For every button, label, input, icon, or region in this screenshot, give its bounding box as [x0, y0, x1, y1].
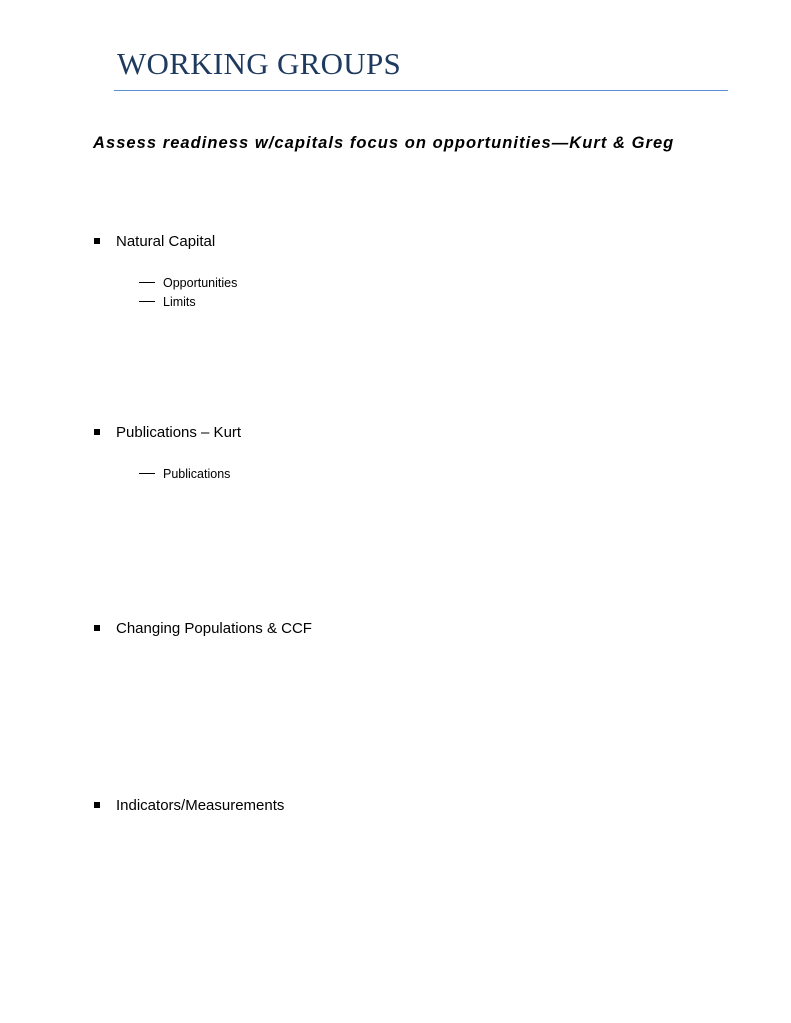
section-natural-capital — [93, 231, 693, 311]
sub-list — [139, 273, 693, 311]
dash-bullet-icon — [139, 301, 155, 302]
section-publications — [93, 422, 693, 483]
bullet-label: Changing Populations & CCF — [116, 619, 312, 637]
square-bullet-icon — [94, 238, 100, 244]
page-title: WORKING GROUPS — [117, 46, 402, 81]
square-bullet-icon — [94, 802, 100, 808]
section-changing-populations — [93, 618, 693, 638]
square-bullet-icon — [94, 625, 100, 631]
dash-bullet-icon — [139, 282, 155, 283]
bullet-item — [93, 795, 693, 815]
bullet-item — [93, 618, 693, 638]
title-underline — [114, 90, 728, 91]
sub-item-label: Publications — [163, 466, 231, 481]
bullet-label: Indicators/Measurements — [116, 796, 285, 814]
sub-item — [139, 292, 693, 311]
sub-item — [139, 273, 693, 292]
sub-item-label: Limits — [163, 294, 196, 309]
sub-item — [139, 464, 693, 483]
sub-item-label: Opportunities — [163, 275, 238, 290]
bullet-item — [93, 422, 693, 442]
square-bullet-icon — [94, 429, 100, 435]
bullet-item — [93, 231, 693, 251]
bullet-label: Publications – Kurt — [116, 423, 242, 441]
sub-list — [139, 464, 693, 483]
page-subtitle: Assess readiness w/capitals focus on opportunities—Kurt & Greg — [93, 134, 675, 152]
dash-bullet-icon — [139, 473, 155, 474]
bullet-label: Natural Capital — [116, 232, 216, 250]
section-indicators — [93, 795, 693, 815]
